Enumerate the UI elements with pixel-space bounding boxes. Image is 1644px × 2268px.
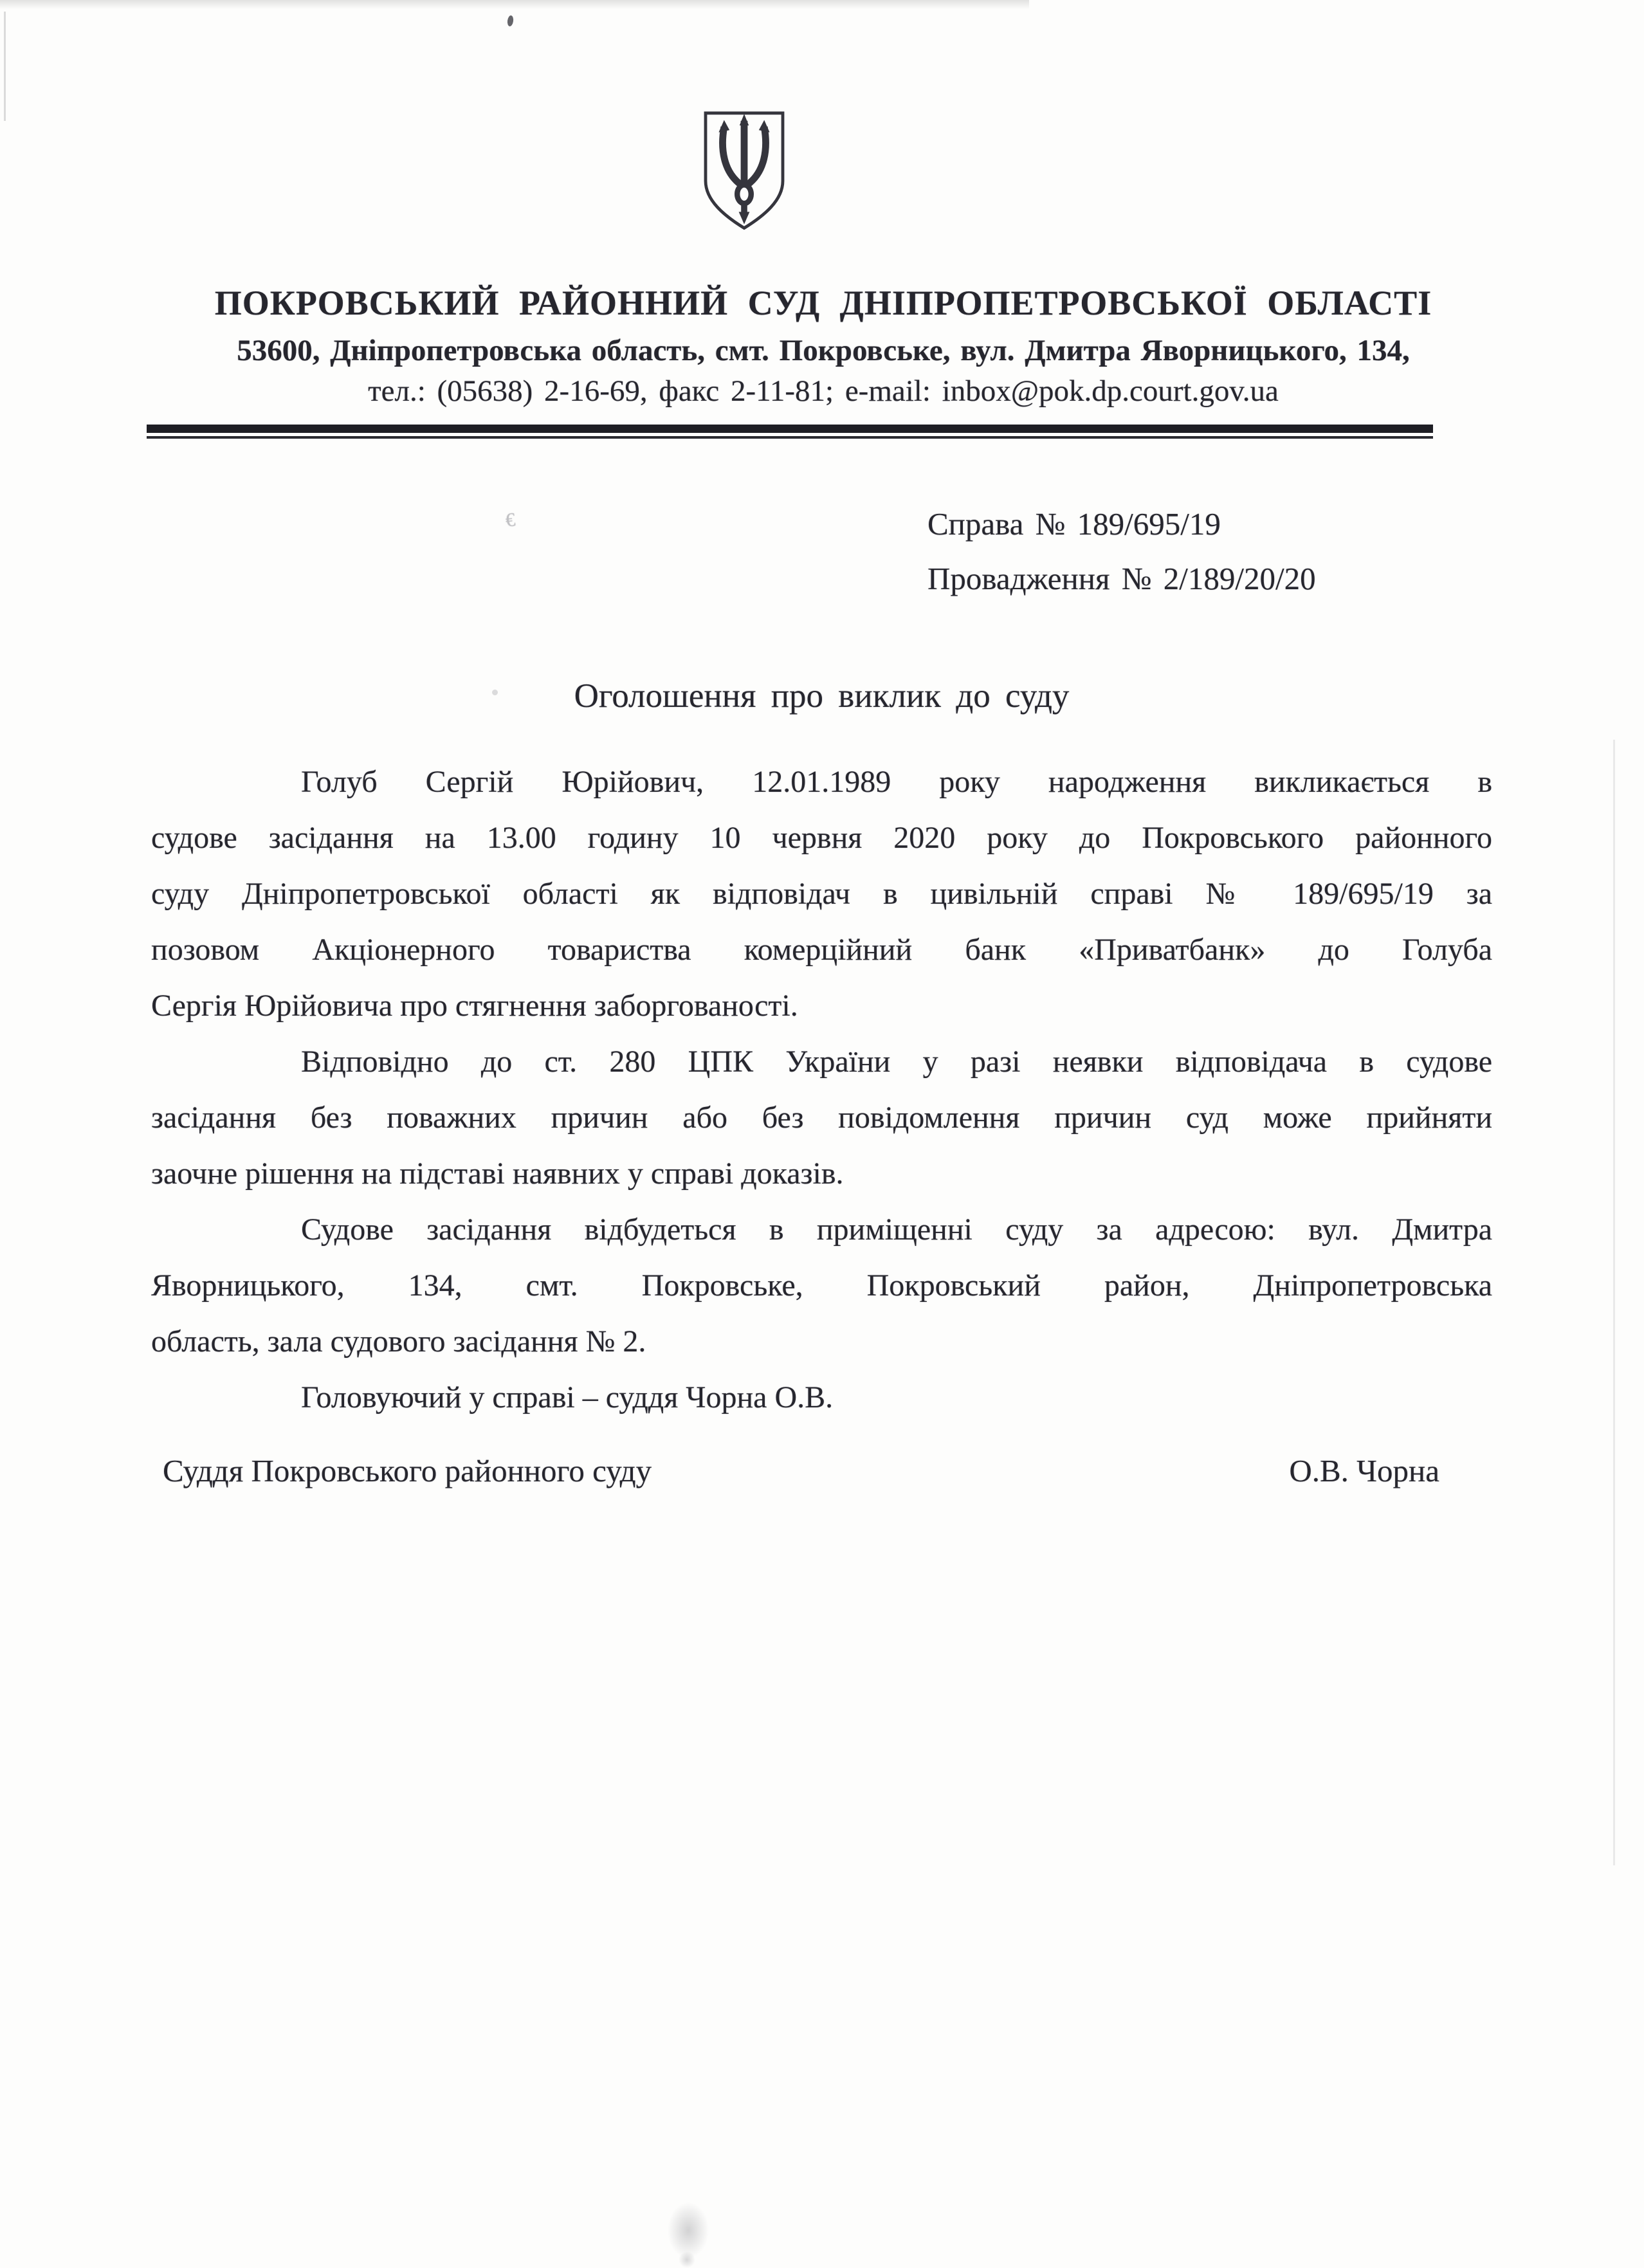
signature-row: [163, 1452, 1439, 1489]
body-line: позовом Акціонерного товариства комерційний банк «Приватбанк» до Голуба: [151, 933, 1492, 967]
body-line: засідання без поважних причин або без повідомлення причин суд може прийняти: [151, 1101, 1492, 1135]
body-line: Сергія Юрійовича про стягнення заборгованості.: [151, 989, 798, 1023]
letterhead: [84, 283, 1563, 408]
body-line: Яворницького, 134, смт. Покровське, Покровський район, Дніпропетровська: [151, 1268, 1492, 1303]
court-address: 53600, Дніпропетровська область, смт. Покровське, вул. Дмитра Яворницького, 134,: [237, 334, 1410, 367]
body-paragraph: [151, 1369, 1492, 1425]
signature-name: О.В. Чорна: [1289, 1453, 1439, 1488]
proceeding-number: Провадження № 2/189/20/20: [927, 561, 1316, 596]
body-paragraph: [151, 754, 1492, 1034]
body-paragraph: [151, 1202, 1492, 1369]
document-title: Оголошення про виклик до суду: [574, 677, 1070, 715]
divider-thick-line: [147, 425, 1433, 433]
court-name: ПОКРОВСЬКИЙ РАЙОННИЙ СУД ДНІПРОПЕТРОВСЬКОЇ ОБЛАСТІ: [214, 284, 1432, 322]
court-contacts: тел.: (05638) 2-16-69, факс 2-11-81; e-mail: inbox@pok.dp.court.gov.ua: [368, 374, 1279, 408]
divider-thin-line: [147, 436, 1433, 439]
body-line: суду Дніпропетровської області як відповідач в цивільній справі № 189/695/19 за: [151, 877, 1492, 911]
body-paragraph: [151, 1034, 1492, 1202]
signature-role: Суддя Покровського районного суду: [163, 1453, 652, 1488]
scan-artifact-right-edge-line: [1613, 740, 1615, 1865]
scan-artifact-smudge-small: [679, 2251, 695, 2268]
body-line: судове засідання на 13.00 годину 10 червня 2020 року до Покровського районного: [151, 821, 1492, 855]
header-divider: [147, 425, 1433, 439]
scan-artifact-top-band: [0, 0, 1029, 9]
body-line: Головуючий у справі – суддя Чорна О.В.: [301, 1380, 834, 1414]
case-number: Справа № 189/695/19: [927, 506, 1221, 542]
body-line: Відповідно до ст. 280 ЦПК України у разі неявки відповідача в судове: [301, 1045, 1492, 1079]
scan-artifact-speck: [507, 15, 514, 26]
scan-artifact-left-edge-line: [4, 12, 6, 121]
body-line: Голуб Сергій Юрійович, 12.01.1989 року народження викликається в: [301, 765, 1492, 799]
body-line: Судове засідання відбудеться в приміщенні суду за адресою: вул. Дмитра: [301, 1212, 1492, 1247]
scan-artifact-stray-mark: €: [504, 509, 516, 531]
document-body: [151, 754, 1492, 1425]
body-line: заочне рішення на підставі наявних у справі доказів.: [151, 1157, 844, 1191]
case-info: [927, 497, 1316, 606]
trident-shield-icon: [698, 108, 790, 235]
body-line: область, зала судового засідання № 2.: [151, 1324, 646, 1358]
ukraine-trident-emblem: [698, 108, 790, 235]
